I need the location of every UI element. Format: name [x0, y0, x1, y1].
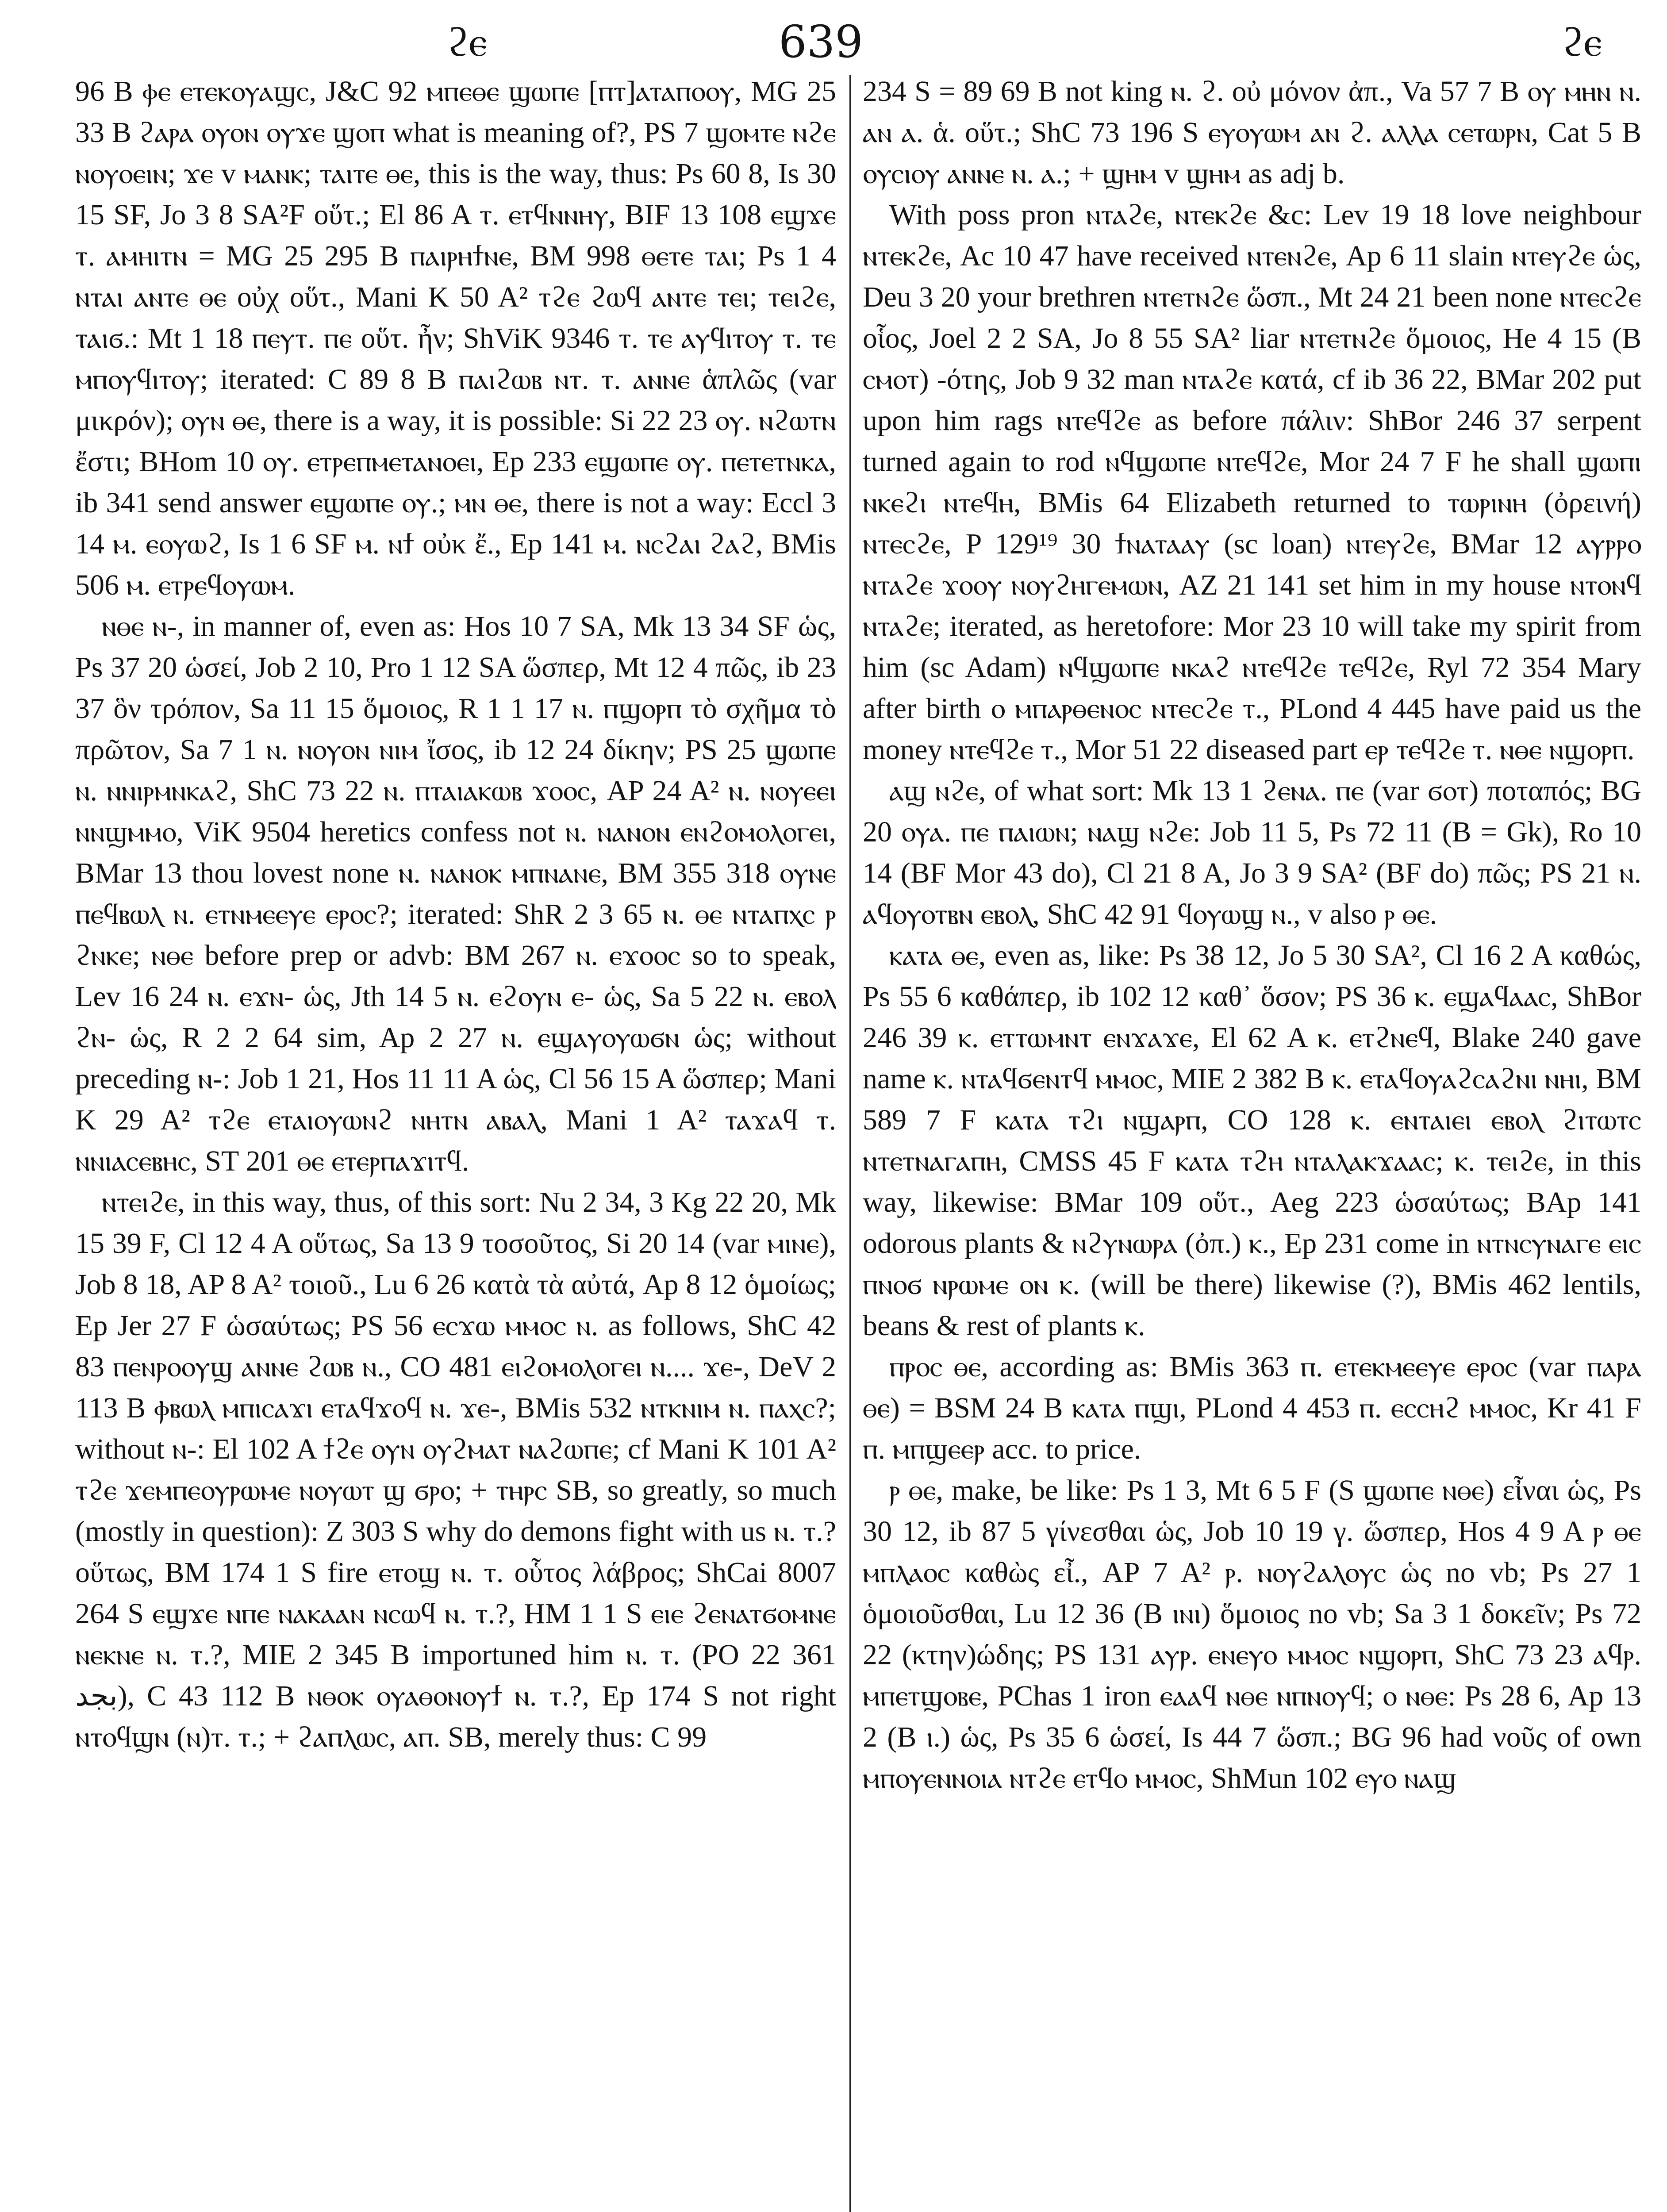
left-column — [75, 71, 836, 2212]
entry-paragraph: ⲣ ⲑⲉ, make, be like: Ps 1 3, Mt 6 5 F (S ϣⲱⲡⲉ ⲛⲑⲉ) εἶναι ὡς, Ps 30 12, ib 87 5 γίνεσθαι ὡς, Job 10 19 γ. ὥσπερ, Hos 4 9 A ⲣ ⲑⲉ ⲙⲡⲗⲁⲟⲥ καθὼς εἶ., AP 7 A² ⲣ. ⲛⲟⲩϩⲁⲗⲟⲩⲥ ὡς no vb; Ps 27 1 ὁμοιοῦσθαι, Lu 12 36 (B ⲓⲛⲓ) ὅμοιος no vb; Sa 3 1 δοκεῖν; Ps 72 22 (κτην)ώδης; PS 131 ⲁⲩⲣ. ⲉⲛⲉⲩⲟ ⲙⲙⲟⲥ ⲛϣⲟⲣⲡ, ShC 73 23 ⲁϥⲣ. ⲙⲡⲉⲧϣⲟⲃⲉ, PChas 1 iron ⲉⲁⲁϥ ⲛⲑⲉ ⲛⲡⲛⲟⲩϥ; ⲟ ⲛⲑⲉ: Ps 28 6, Ap 13 2 (B ⲓ.) ὡς, Ps 35 6 ὡσεί, Is 44 7 ὥσπ.; BG 96 had νοῦς of own ⲙⲡⲟⲩⲉⲛⲛⲟⲓⲁ ⲛⲧϩⲉ ⲉⲧϥⲟ ⲙⲙⲟⲥ, ShMun 102 ⲉⲩⲟ ⲛⲁϣ — [863, 1474, 1641, 1794]
column-divider — [849, 75, 851, 2212]
right-column — [863, 71, 1641, 2212]
running-head — [0, 9, 1667, 75]
headword-right: ϩⲉ — [1562, 18, 1602, 65]
entry-paragraph: ⲁϣ ⲛϩⲉ, of what sort: Mk 13 1 ϩⲉⲛⲁ. ⲡⲉ (var ϭⲟⲧ) ποταπός; BG 20 ⲟⲩⲁ. ⲡⲉ ⲡⲁⲓⲱⲛ; ⲛⲁϣ ⲛϩⲉ: Job 11 5, Ps 72 11 (B = Gk), Ro 10 14 (BF Mor 43 do), Cl 21 8 A, Jo 3 9 SA² (BF do) πῶς; PS 21 ⲛ. ⲁϥⲟⲩⲟⲧⲃⲛ ⲉⲃⲟⲗ, ShC 42 91 ϥⲟⲩⲱϣ ⲛ., v also ⲣ ⲑⲉ. — [863, 775, 1641, 930]
page-number: 639 — [779, 16, 863, 68]
entry-paragraph: ⲛⲑⲉ ⲛ-, in manner of, even as: Hos 10 7 SA, Mk 13 34 SF ὡς, Ps 37 20 ὡσεί, Job 2 10, Pro 1 12 SA ὥσπερ, Mt 12 4 πῶς, ib 23 37 ὃν τρόπον, Sa 11 15 ὅμοιος, R 1 1 17 ⲛ. ⲡϣⲟⲣⲡ τὸ σχῆμα τὸ πρῶτον, Sa 7 1 ⲛ. ⲛⲟⲩⲟⲛ ⲛⲓⲙ ἴσος, ib 12 24 δίκην; PS 25 ϣⲱⲡⲉ ⲛ. ⲛⲛⲓⲣⲙⲛⲕⲁϩ, ShC 73 22 ⲛ. ⲡⲧⲁⲓⲁⲕⲱⲃ ϫⲟⲟⲥ, AP 24 A² ⲛ. ⲛⲟⲩⲉⲉⲓ ⲛⲛϣⲙⲙⲟ, ViK 9504 heretics confess not ⲛ. ⲛⲁⲛⲟⲛ ⲉⲛϩⲟⲙⲟⲗⲟⲅⲉⲓ, BMar 13 thou lovest none ⲛ. ⲛⲁⲛⲟⲕ ⲙⲡⲛⲁⲛⲉ, BM 355 318 ⲟⲩⲛⲉ ⲡⲉϥⲃⲱⲗ ⲛ. ⲉⲧⲛⲙⲉⲉⲩⲉ ⲉⲣⲟⲥ?; iterated: ShR 2 3 65 ⲛ. ⲑⲉ ⲛⲧⲁⲡⲭⲥ ⲣ ϩⲛⲕⲉ; ⲛⲑⲉ before prep or advb: BM 267 ⲛ. ⲉϫⲟⲟⲥ so to speak, Lev 16 24 ⲛ. ⲉϫⲛ- ὡς, Jth 14 5 ⲛ. ⲉϩⲟⲩⲛ ⲉ- ὡς, Sa 5 22 ⲛ. ⲉⲃⲟⲗ ϩⲛ- ὡς, R 2 2 64 sim, Ap 2 27 ⲛ. ⲉϣⲁⲩⲟⲩⲱϭⲛ ὡς; without preceding ⲛ-: Job 1 21, Hos 11 11 A ὡς, Cl 56 15 A ὥσπερ; Mani K 29 A² ⲧϩⲉ ⲉⲧⲁⲓⲟⲩⲱⲛϩ ⲛⲏⲧⲛ ⲁⲃⲁⲗ, Mani 1 A² ⲧⲁϫⲁϥ ⲧ. ⲛⲛⲓⲁⲥⲉⲃⲏⲥ, ST 201 ⲑⲉ ⲉⲧⲉⲣⲡⲁϫⲓⲧϥ. — [75, 610, 836, 1177]
entry-paragraph: ⲡⲣⲟⲥ ⲑⲉ, according as: BMis 363 ⲡ. ⲉⲧⲉⲕⲙⲉⲉⲩⲉ ⲉⲣⲟⲥ (var ⲡⲁⲣⲁ ⲑⲉ) = BSM 24 B ⲕⲁⲧⲁ ⲡϣⲓ, PLond 4 453 ⲡ. ⲉⲥⲥⲏϩ ⲙⲙⲟⲥ, Kr 41 F ⲡ. ⲙⲡϣⲉⲉⲣ acc. to price. — [863, 1351, 1641, 1465]
entry-paragraph: ⲕⲁⲧⲁ ⲑⲉ, even as, like: Ps 38 12, Jo 5 30 SA², Cl 16 2 A καθώς, Ps 55 6 καθάπερ, ib 102 12 καθ᾽ ὅσον; PS 36 ⲕ. ⲉϣⲁϥⲁⲁⲥ, ShBor 246 39 ⲕ. ⲉⲧⲧⲱⲙⲛⲧ ⲉⲛϫⲁϫⲉ, El 62 A ⲕ. ⲉⲧϩⲛⲉϥ, Blake 240 gave name ⲕ. ⲛⲧⲁϥϭⲉⲛⲧϥ ⲙⲙⲟⲥ, MIE 2 382 B ⲕ. ⲉⲧⲁϥⲟⲩⲁϩⲥⲁϩⲛⲓ ⲛⲏⲓ, BM 589 7 F ⲕⲁⲧⲁ ⲧϩⲓ ⲛϣⲁⲣⲡ, CO 128 ⲕ. ⲉⲛⲧⲁⲓⲉⲓ ⲉⲃⲟⲗ ϩⲓⲧⲱⲧⲥ ⲛⲧⲉⲧⲛⲁⲅⲁⲡⲏ, CMSS 45 F ⲕⲁⲧⲁ ⲧϩⲏ ⲛⲧⲁⲗⲁⲕϫⲁⲁⲥ; ⲕ. ⲧⲉⲓϩⲉ, in this way, likewise: BMar 109 οὕτ., Aeg 223 ὡσαύτως; BAp 141 odorous plants & ⲛϩⲩⲛⲱⲣⲁ (ὀπ.) ⲕ., Ep 231 come in ⲛⲧⲛⲥⲩⲛⲁⲅⲉ ⲉⲓⲥ ⲡⲛⲟϭ ⲛⲣⲱⲙⲉ ⲟⲛ ⲕ. (will be there) likewise (?), BMis 462 lentils, beans & rest of plants ⲕ. — [863, 939, 1641, 1342]
entry-paragraph: ⲛⲧⲉⲓϩⲉ, in this way, thus, of this sort: Nu 2 34, 3 Kg 22 20, Mk 15 39 F, Cl 12 4 A οὕτως, Sa 13 9 τοσοῦτος, Si 20 14 (var ⲙⲓⲛⲉ), Job 8 18, AP 8 A² τοιοῦ., Lu 6 26 κατὰ τὰ αὐτά, Ap 8 12 ὁμοίως; Ep Jer 27 F ὡσαύτως; PS 56 ⲉⲥϫⲱ ⲙⲙⲟⲥ ⲛ. as follows, ShC 42 83 ⲡⲉⲛⲣⲟⲟⲩϣ ⲁⲛⲛⲉ ϩⲱⲃ ⲛ., CO 481 ⲉⲓϩⲟⲙⲟⲗⲟⲅⲉⲓ ⲛ.... ϫⲉ-, DeV 2 113 B ⲫⲃⲱⲗ ⲙⲡⲓⲥⲁϫⲓ ⲉⲧⲁϥϫⲟϥ ⲛ. ϫⲉ-, BMis 532 ⲛⲧⲕⲛⲓⲙ ⲛ. ⲡⲁⲭⲥ?; without ⲛ-: El 102 A ϯϩⲉ ⲟⲩⲛ ⲟⲩϩⲙⲁⲧ ⲛⲁϩⲱⲡⲉ; cf Mani K 101 A² ⲧϩⲉ ϫⲉⲙⲡⲉⲟⲩⲣⲱⲙⲉ ⲛⲟⲩⲱⲧ ϣ ϭⲣⲟ; + ⲧⲏⲣⲥ SB, so greatly, so much (mostly in question): Z 303 S why do demons fight with us ⲛ. ⲧ.? οὕτως, BM 174 1 S fire ⲉⲧⲟϣ ⲛ. ⲧ. οὗτος λάβρος; ShCai 8007 264 S ⲉϣϫⲉ ⲛⲡⲉ ⲛⲁⲕⲁⲁⲛ ⲛⲥⲱϥ ⲛ. ⲧ.?, HM 1 1 S ⲉⲓⲉ ϩⲉⲛⲁⲧϭⲟⲙⲛⲉ ⲛⲉⲕⲛⲉ ⲛ. ⲧ.?, MIE 2 345 B importuned him ⲛ. ⲧ. (PO 22 361 ﺑﺠﺪ), C 43 112 B ⲛⲑⲟⲕ ⲟⲩⲁⲑⲟⲛⲟⲩϯ ⲛ. ⲧ.?, Ep 174 S not right ⲛⲧⲟϥϣⲛ (ⲛ)ⲧ. ⲧ.; + ϩⲁⲡⲗⲱⲥ, ⲁⲡ. SB, merely thus: C 99 — [75, 1186, 836, 1753]
entry-paragraph: 234 S = 89 69 B not king ⲛ. ϩ. οὐ μόνον ἀπ., Va 57 7 B ⲟⲩ ⲙⲏⲛ ⲛ. ⲁⲛ ⲁ. ἁ. οὕτ.; ShC 73 196 S ⲉⲩⲟⲩⲱⲙ ⲁⲛ ϩ. ⲁⲗⲗⲁ ⲥⲉⲧⲱⲣⲛ, Cat 5 B ⲟⲩⲥⲓⲟⲩ ⲁⲛⲛⲉ ⲛ. ⲁ.; + ϣⲏⲙ v ϣⲏⲙ as adj b. — [863, 75, 1641, 190]
entry-paragraph: 96 B ⲫⲉ ⲉⲧⲉⲕⲟⲩⲁϣⲥ, J&C 92 ⲙⲡⲉⲑⲉ ϣⲱⲡⲉ [ⲡⲧ]ⲁⲧⲁⲡⲟⲟⲩ, MG 25 33 B ϩⲁⲣⲁ ⲟⲩⲟⲛ ⲟⲩϫⲉ ϣⲟⲡ what is meaning of?, PS 7 ϣⲟⲙⲧⲉ ⲛϩⲉ ⲛⲟⲩⲟⲉⲓⲛ; ϫⲉ v ⲙⲁⲛⲕ; ⲧⲁⲓⲧⲉ ⲑⲉ, this is the way, thus: Ps 60 8, Is 30 15 SF, Jo 3 8 SA²F οὕτ.; El 86 A ⲧ. ⲉⲧϥⲛⲛⲏⲩ, BIF 13 108 ⲉϣϫⲉ ⲧ. ⲁⲙⲏⲓⲧⲛ = MG 25 295 B ⲡⲁⲓⲣⲏϯⲛⲉ, BM 998 ⲑⲉⲧⲉ ⲧⲁⲓ; Ps 1 4 ⲛⲧⲁⲓ ⲁⲛⲧⲉ ⲑⲉ οὐχ οὕτ., Mani K 50 A² ⲧϩⲉ ϩⲱϥ ⲁⲛⲧⲉ ⲧⲉⲓ; ⲧⲉⲓϩⲉ, ⲧⲁⲓϭ.: Mt 1 18 ⲡⲉⲩⲧ. ⲡⲉ οὕτ. ἦν; ShViK 9346 ⲧ. ⲧⲉ ⲁⲩϥⲓⲧⲟⲩ ⲧ. ⲧⲉ ⲙⲡⲟⲩϥⲓⲧⲟⲩ; iterated: C 89 8 B ⲡⲁⲓϩⲱⲃ ⲛⲧ. ⲧ. ⲁⲛⲛⲉ ἁπλῶς (var μικρόν); ⲟⲩⲛ ⲑⲉ, there is a way, it is possible: Si 22 23 ⲟⲩ. ⲛϩⲱⲧⲛ ἔστι; BHom 10 ⲟⲩ. ⲉⲧⲣⲉⲡⲙⲉⲧⲁⲛⲟⲉⲓ, Ep 233 ⲉϣⲱⲡⲉ ⲟⲩ. ⲡⲉⲧⲉⲧⲛⲕⲁ, ib 341 send answer ⲉϣⲱⲡⲉ ⲟⲩ.; ⲙⲛ ⲑⲉ, there is not a way: Eccl 3 14 ⲙ. ⲉⲟⲩⲱϩ, Is 1 6 SF ⲙ. ⲛϯ οὐκ ἔ., Ep 141 ⲙ. ⲛⲥϩⲁⲓ ϩⲁϩ, BMis 506 ⲙ. ⲉⲧⲣⲉϥⲟⲩⲱⲙ. — [75, 75, 836, 601]
entry-paragraph: With poss pron ⲛⲧⲁϩⲉ, ⲛⲧⲉⲕϩⲉ &c: Lev 19 18 love neighbour ⲛⲧⲉⲕϩⲉ, Ac 10 47 have received ⲛⲧⲉⲛϩⲉ, Ap 6 11 slain ⲛⲧⲉⲩϩⲉ ὡς, Deu 3 20 your brethren ⲛⲧⲉⲧⲛϩⲉ ὥσπ., Mt 24 21 been none ⲛⲧⲉⲥϩⲉ οἷος, Joel 2 2 SA, Jo 8 55 SA² liar ⲛⲧⲉⲧⲛϩⲉ ὅμοιος, He 4 15 (B ⲥⲙⲟⲧ) -ότης, Job 9 32 man ⲛⲧⲁϩⲉ κατά, cf ib 36 22, BMar 202 put upon him rags ⲛⲧⲉϥϩⲉ as before πάλιν: ShBor 246 37 serpent turned again to rod ⲛϥϣⲱⲡⲉ ⲛⲧⲉϥϩⲉ, Mor 24 7 F he shall ϣⲱⲡⲓ ⲛⲕⲉϩⲓ ⲛⲧⲉϥⲏ, BMis 64 Elizabeth returned to ⲧⲱⲣⲓⲛⲏ (ὀρεινή) ⲛⲧⲉⲥϩⲉ, P 129¹⁹ 30 ϯⲛⲁⲧⲁⲁⲩ (sc loan) ⲛⲧⲉⲩϩⲉ, BMar 12 ⲁⲩⲣⲣⲟ ⲛⲧⲁϩⲉ ϫⲟⲟⲩ ⲛⲟⲩϩⲏⲅⲉⲙⲱⲛ, AZ 21 141 set him in my house ⲛⲧⲟⲛϥ ⲛⲧⲁϩⲉ; iterated, as heretofore: Mor 23 10 will take my spirit from him (sc Adam) ⲛϥϣⲱⲡⲉ ⲛⲕⲁϩ ⲛⲧⲉϥϩⲉ ⲧⲉϥϩⲉ, Ryl 72 354 Mary after birth ⲟ ⲙⲡⲁⲣⲑⲉⲛⲟⲥ ⲛⲧⲉⲥϩⲉ ⲧ., PLond 4 445 have paid us the money ⲛⲧⲉϥϩⲉ ⲧ., Mor 51 22 diseased part ⲉⲣ ⲧⲉϥϩⲉ ⲧ. ⲛⲑⲉ ⲛϣⲟⲣⲡ. — [863, 199, 1641, 766]
headword-left: ϩⲉ — [447, 18, 487, 65]
